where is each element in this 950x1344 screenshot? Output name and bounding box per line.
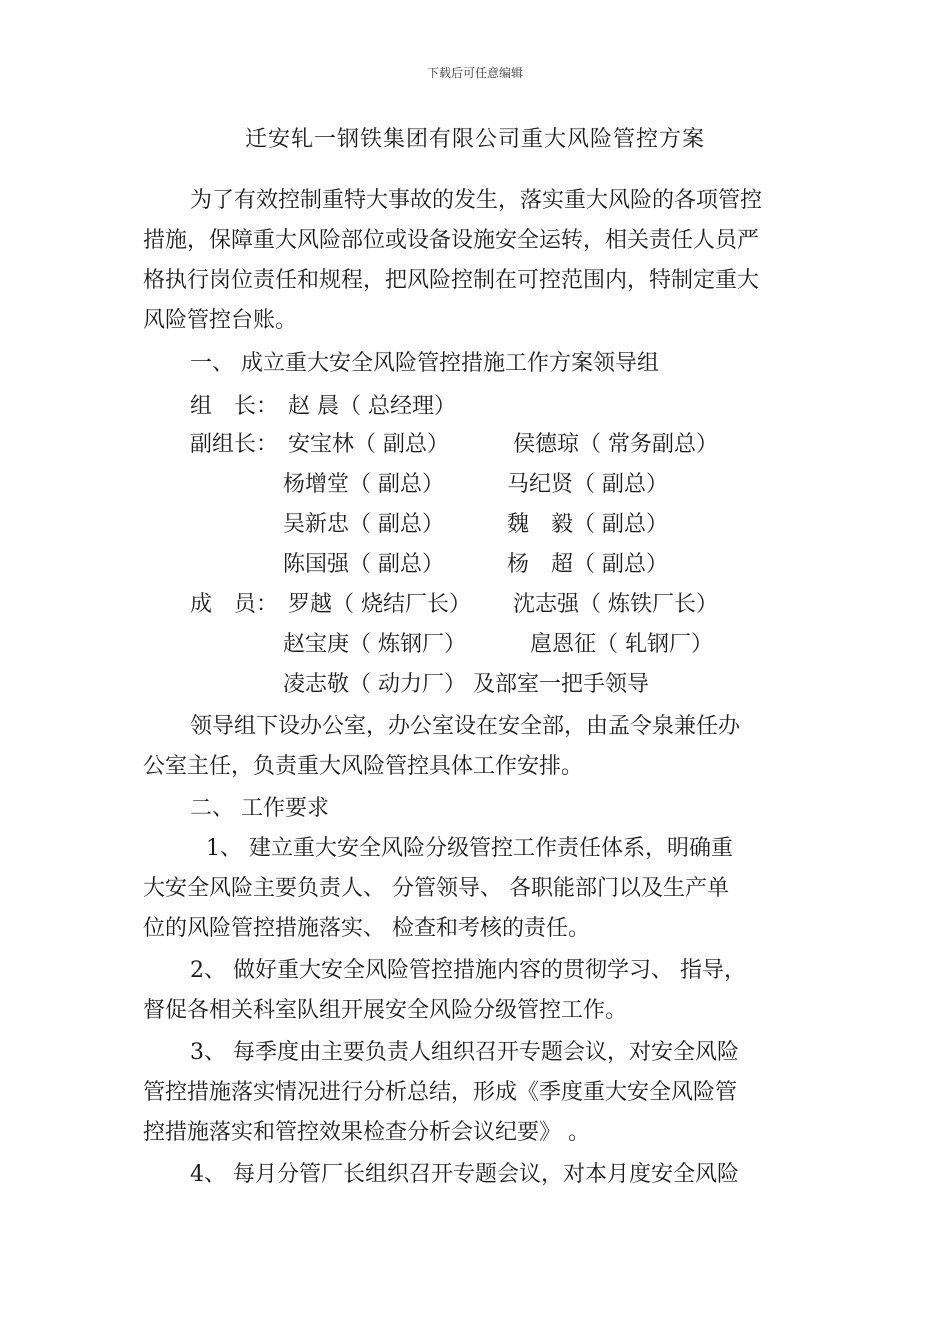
leader-label: 组 长： (190, 394, 279, 419)
requirement-line: 4、 每月分管厂长组织召开专题会议，对本月度安全风险 (190, 1162, 739, 1187)
leader-name: 赵 晨（ 总经理） (288, 394, 456, 419)
intro-line: 措施，保障重大风险部位或设备设施安全运转，相关责任人员严 (143, 228, 760, 253)
intro-line: 格执行岗位责任和规程，把风险控制在可控范围内，特制定重大 (143, 268, 760, 293)
requirement-line: 1、 建立重大安全风险分级管控工作责任体系，明确重 (206, 836, 733, 861)
member-name: 赵宝庚（ 炼钢厂） (283, 632, 466, 657)
member-name: 沈志强（ 炼铁厂长） (513, 592, 718, 617)
deputy-name: 马纪贤（ 副总） (507, 472, 668, 497)
requirement-line: 督促各相关科室队组开展安全风险分级管控工作。 (143, 998, 628, 1023)
intro-line: 为了有效控制重特大事故的发生，落实重大风险的各项管控 (190, 188, 763, 213)
requirement-line: 管控措施落实情况进行分析总结，形成《季度重大安全风险管 (143, 1080, 738, 1105)
requirement-line: 位的风险管控措施落实、 检查和考核的责任。 (143, 916, 590, 941)
section2-heading: 二、 工作要求 (190, 796, 329, 821)
intro-line: 风险管控台账。 (143, 308, 298, 333)
requirement-line: 3、 每季度由主要负责人组织召开专题会议，对安全风险 (190, 1040, 739, 1065)
deputy-name: 侯德琼（ 常务副总） (513, 432, 718, 457)
deputy-name: 魏 毅（ 副总） (507, 512, 668, 537)
member-name: 罗越（ 烧结厂长） (288, 592, 471, 617)
deputy-name: 安宝林（ 副总） (288, 432, 449, 457)
requirement-line: 大安全风险主要负责人、 分管领导、 各职能部门以及生产单 (143, 876, 729, 901)
section1-heading: 一、 成立重大安全风险管控措施工作方案领导组 (190, 351, 659, 376)
deputy-name: 陈国强（ 副总） (283, 552, 444, 577)
deputy-name: 杨增堂（ 副总） (283, 472, 444, 497)
deputy-name: 吴新忠（ 副总） (283, 512, 444, 537)
office-line: 领导组下设办公室，办公室设在安全部，由孟令泉兼任办 (190, 714, 741, 739)
header-note: 下载后可任意编辑 (426, 66, 523, 80)
deputy-name: 杨 超（ 副总） (507, 552, 668, 577)
requirement-line: 2、 做好重大安全风险管控措施内容的贯彻学习、 指导， (190, 958, 746, 983)
member-name: 扈恩征（ 轧钢厂） (530, 632, 713, 657)
document-title: 迁安轧一钢铁集团有限公司重大风险管控方案 (244, 127, 705, 152)
deputy-label: 副组长： (190, 432, 279, 457)
office-line: 公室主任，负责重大风险管控具体工作安排。 (143, 754, 584, 779)
member-name: 凌志敬（ 动力厂） 及部室一把手领导 (283, 672, 649, 697)
requirement-line: 控措施落实和管控效果检查分析会议纪要》 。 (143, 1120, 590, 1145)
member-label: 成 员： (190, 592, 279, 617)
